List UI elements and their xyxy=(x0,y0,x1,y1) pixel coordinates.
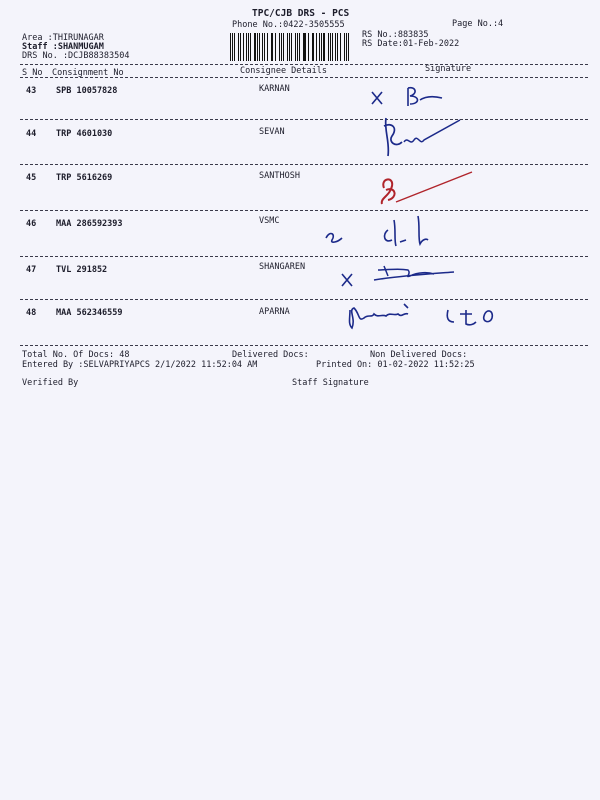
divider xyxy=(20,345,588,346)
row-sno: 44 xyxy=(26,129,37,139)
row-consignment: MAA 562346559 xyxy=(56,308,123,318)
handwritten-signature xyxy=(338,258,458,292)
delivered-docs: Delivered Docs: xyxy=(232,350,309,360)
staff-signature: Staff Signature xyxy=(292,378,369,388)
barcode-bar xyxy=(299,33,300,61)
barcode-bar xyxy=(254,33,255,61)
verified-by: Verified By xyxy=(22,378,79,388)
handwritten-signature xyxy=(322,212,442,252)
barcode-bar xyxy=(344,33,345,61)
barcode-bar xyxy=(287,33,288,61)
col-header-consignment: Consignment No xyxy=(52,68,124,78)
barcode-bar xyxy=(250,33,251,61)
barcode-bar xyxy=(316,33,317,61)
barcode-bar xyxy=(243,33,244,61)
divider xyxy=(20,64,588,65)
handwritten-signature xyxy=(368,82,448,112)
row-sno: 45 xyxy=(26,173,37,183)
barcode-bar xyxy=(304,33,305,61)
document-title: TPC/CJB DRS - PCS xyxy=(252,8,350,19)
col-header-sno: S No xyxy=(22,68,43,78)
divider xyxy=(20,164,588,165)
drs-number: DRS No. :DCJB88383504 xyxy=(22,51,130,61)
printed-on: Printed On: 01-02-2022 11:52:25 xyxy=(316,360,475,370)
phone-number: Phone No.:0422-3505555 xyxy=(232,20,345,30)
divider xyxy=(20,256,588,257)
non-delivered-docs: Non Delivered Docs: xyxy=(370,350,468,360)
staff-label: Staff :SHANMUGAM xyxy=(22,42,104,52)
total-docs: Total No. Of Docs: 48 xyxy=(22,350,130,360)
barcode-bar xyxy=(335,33,336,61)
handwritten-signature xyxy=(380,112,470,162)
barcode-bar xyxy=(291,33,292,61)
row-sno: 47 xyxy=(26,265,37,275)
barcode-bar xyxy=(308,33,309,61)
row-sno: 46 xyxy=(26,219,37,229)
row-consignee: VSMC xyxy=(259,216,280,226)
row-consignee: SHANGAREN xyxy=(259,262,306,272)
col-header-signature: Signature xyxy=(425,64,472,74)
divider xyxy=(20,77,588,78)
barcode-bar xyxy=(238,33,239,61)
barcode xyxy=(230,33,352,61)
barcode-bar xyxy=(267,33,268,61)
rs-number: RS No.:883835 xyxy=(362,30,429,40)
row-consignment: MAA 286592393 xyxy=(56,219,123,229)
row-consignee: SANTHOSH xyxy=(259,171,300,181)
barcode-bar xyxy=(279,33,280,61)
row-sno: 48 xyxy=(26,308,37,318)
row-consignee: KARNAN xyxy=(259,84,290,94)
row-consignment: SPB 10057828 xyxy=(56,86,118,96)
area-label: Area :THIRUNAGAR xyxy=(22,33,104,43)
barcode-bar xyxy=(262,33,263,61)
row-consignee: SEVAN xyxy=(259,127,285,137)
handwritten-signature xyxy=(376,168,476,213)
handwritten-signature xyxy=(344,296,504,336)
barcode-bar xyxy=(323,33,324,61)
page-number: Page No.:4 xyxy=(452,19,504,29)
row-consignee: APARNA xyxy=(259,307,290,317)
col-header-consignee: Consignee Details xyxy=(240,66,327,76)
barcode-bar xyxy=(230,33,231,61)
rs-date: RS Date:01-Feb-2022 xyxy=(362,39,460,49)
barcode-bar xyxy=(275,33,276,61)
barcode-bar xyxy=(328,33,329,61)
row-consignment: TRP 4601030 xyxy=(56,129,113,139)
row-consignment: TVL 291852 xyxy=(56,265,108,275)
row-sno: 43 xyxy=(26,86,37,96)
entered-by: Entered By :SELVAPRIYAPCS 2/1/2022 11:52:04 AM xyxy=(22,360,258,370)
barcode-bar xyxy=(340,33,341,61)
row-consignment: TRP 5616269 xyxy=(56,173,113,183)
divider xyxy=(20,119,588,120)
divider xyxy=(20,210,588,211)
